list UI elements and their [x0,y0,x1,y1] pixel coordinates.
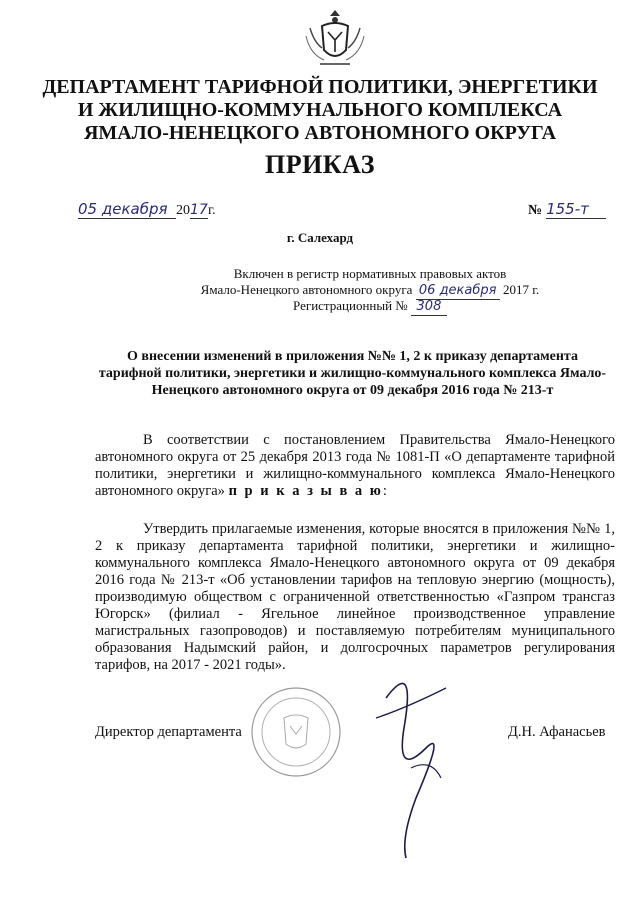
order-subject: О внесении изменений в приложения №№ 1, 2 к приказу департамента тарифной политики, энергетики и жилищно-коммунального комплекса Ямало-Ненецкого автономного округа от 09 декабря 2016 года № 213-т [98,349,607,398]
command-word: п р и к а з ы в а ю [228,483,383,499]
year-handwritten: 17 [190,202,208,218]
department-heading-line-3: ЯМАЛО-НЕНЕЦКОГО АВТОНОМНОГО ОКРУГА [83,122,557,144]
year-suffix: г. [208,203,216,218]
order-paragraph: Утвердить прилагаемые изменения, которые вносятся в приложения №№ 1, 2 к приказу департамента тарифной политики, энергетики и жилищно-коммунального комплекса Ямало-Ненецкого автономного округа от 09 декабря 2016 года № 213-т «Об установлении тарифов на тепловую энергию (мощность), производимую обществом с ограниченной ответственностью «Газпром трансгаз Югорск» (филиал - Ягельное линейное производственное управление магистральных газопроводов) и поставляемую потребителям муниципального образования Надымский район, и долгосрочных параметров регулирования тарифов, на 2017 - 2021 годы». [95,521,615,673]
registry-year: 2017 г. [502,282,540,297]
registry-region: Ямало-Ненецкого автономного округа [200,282,413,297]
preamble-text: В соответствии с постановлением Правительства Ямало-Ненецкого автономного округа от 25 декабря 2013 года № 1081-П «О департаменте тарифной политики, энергетики и жилищно-коммунального комплекса Ямало-Ненецкого автономного округа» [95,432,615,499]
number-field [528,200,618,219]
coat-of-arms-emblem [300,6,370,68]
city: г. Салехард [286,230,354,245]
official-seal-stamp [246,682,346,782]
registry-date-handwritten: 06 декабря [416,283,500,300]
registry-number-label: Регистрационный № [293,298,408,313]
signatory-name: Д.Н. Афанасьев [508,724,606,740]
department-heading-line-2: И ЖИЛИЩНО-КОММУНАЛЬНОГО КОМПЛЕКСА [77,99,563,121]
registry-line-1: Включен в регистр нормативных правовых актов [233,266,507,281]
date-field [78,200,248,222]
registry-number-handwritten: 308 [411,299,447,316]
preamble-paragraph [95,432,615,500]
date-handwritten: 05 декабря [78,200,176,219]
number-label: № [528,203,543,218]
document-title: ПРИКАЗ [264,150,376,179]
year-prefix: 20 [176,203,190,218]
registry-line-3 [150,298,590,316]
number-handwritten: 155-т [546,200,606,219]
department-heading-line-1: ДЕПАРТАМЕНТ ТАРИФНОЙ ПОЛИТИКИ, ЭНЕРГЕТИКИ [42,76,598,98]
preamble-colon: : [382,483,387,499]
signatory-position: Директор департамента [95,724,242,740]
director-signature [356,648,466,863]
